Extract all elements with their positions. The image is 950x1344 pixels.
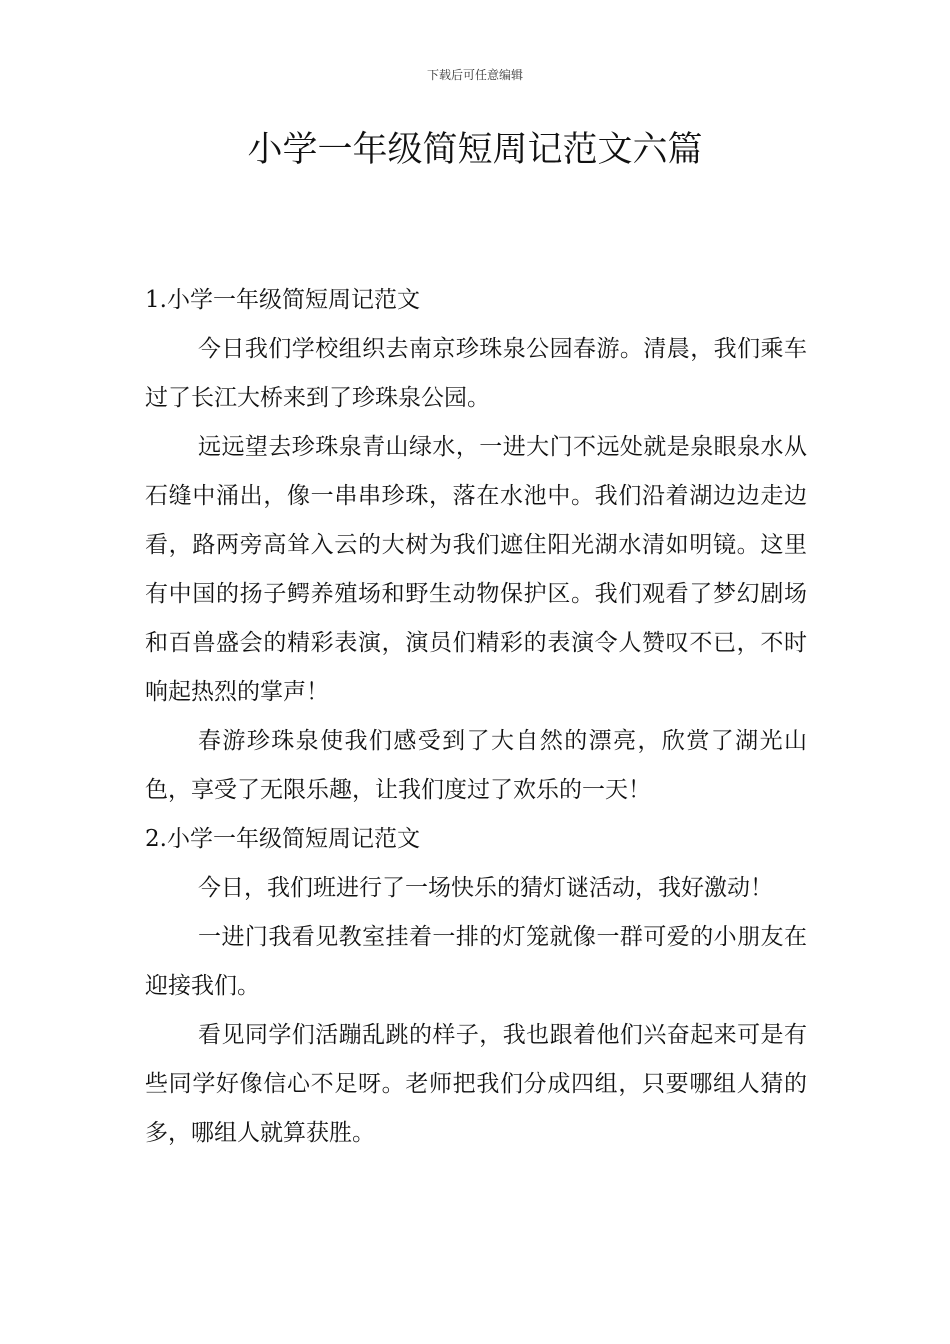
paragraph: 春游珍珠泉使我们感受到了大自然的漂亮，欣赏了湖光山色，享受了无限乐趣，让我们度过了欢乐的一天！ — [145, 728, 807, 803]
paragraph: 一进门我看见教室挂着一排的灯笼就像一群可爱的小朋友在迎接我们。 — [145, 924, 807, 999]
document-title: 小学一年级简短周记范文六篇 — [247, 130, 703, 170]
document-body — [145, 276, 807, 1158]
page-header-note: 下载后可任意编辑 — [426, 68, 523, 82]
paragraph: 今日，我们班进行了一场快乐的猜灯谜活动，我好激动！ — [198, 875, 773, 901]
paragraph: 今日我们学校组织去南京珍珠泉公园春游。清晨，我们乘车过了长江大桥来到了珍珠泉公园。 — [145, 336, 807, 411]
paragraph: 远远望去珍珠泉青山绿水，一进大门不远处就是泉眼泉水从石缝中涌出，像一串串珍珠，落在水池中。我们沿着湖边边走边看，路两旁高耸入云的大树为我们遮住阳光湖水清如明镜。这里有中国的扬子鳄养殖场和野生动物保护区。我们观看了梦幻剧场和百兽盛会的精彩表演，演员们精彩的表演令人赞叹不已，不时响起热烈的掌声！ — [145, 434, 807, 705]
section-heading: 2.小学一年级简短周记范文 — [145, 826, 420, 852]
paragraph: 看见同学们活蹦乱跳的样子，我也跟着他们兴奋起来可是有些同学好像信心不足呀。老师把我们分成四组，只要哪组人猜的多，哪组人就算获胜。 — [145, 1022, 807, 1146]
section-heading: 1.小学一年级简短周记范文 — [145, 287, 420, 313]
